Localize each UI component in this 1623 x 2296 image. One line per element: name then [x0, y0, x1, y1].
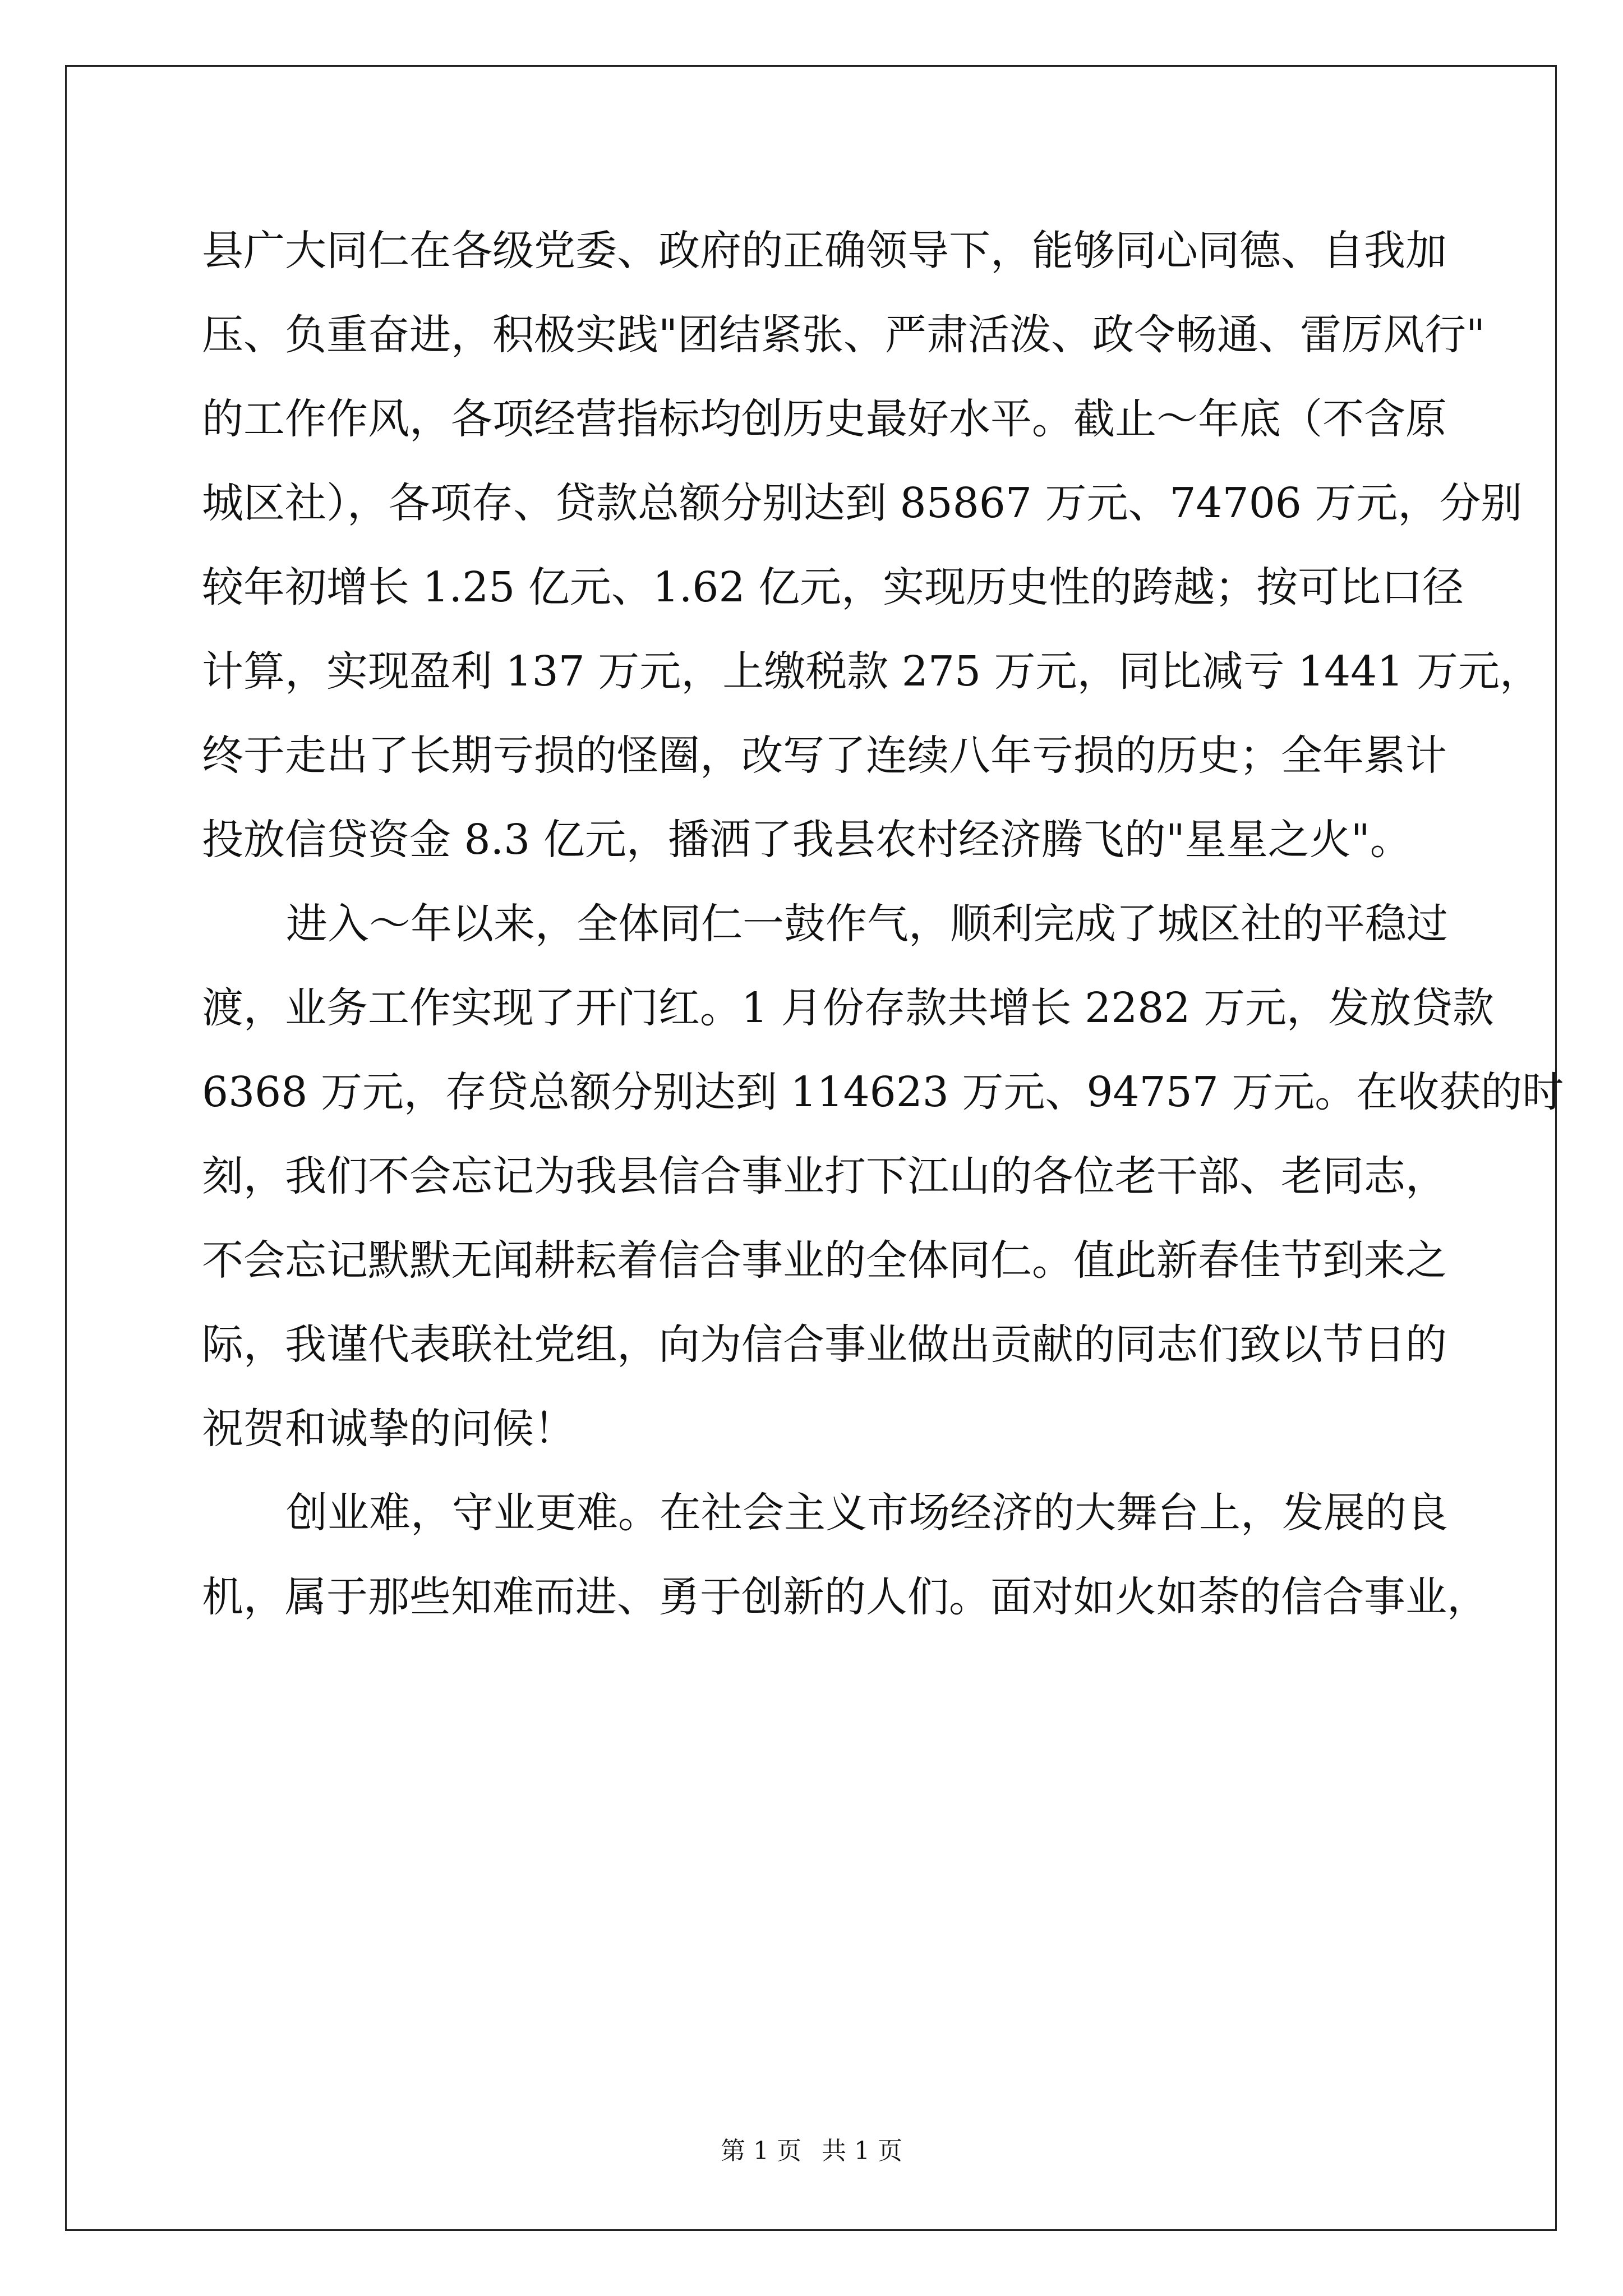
text-line: 较年初增长 1.25 亿元、1.62 亿元，实现历史性的跨越；按可比口径 — [202, 563, 1464, 611]
text-line: 县广大同仁在各级党委、政府的正确领导下，能够同心同德、自我加 — [202, 227, 1447, 275]
text-line: 终于走出了长期亏损的怪圈，改写了连续八年亏损的历史；全年累计 — [202, 731, 1447, 780]
text-line: 创业难，守业更难。在社会主义市场经济的大舞台上，发展的良 — [286, 1489, 1448, 1537]
text-line: 际，我谨代表联社党组，向为信合事业做出贡献的同志们致以节日的 — [202, 1320, 1447, 1369]
text-line: 6368 万元，存贷总额分别达到 114623 万元、94757 万元。在收获的时 — [202, 1068, 1564, 1116]
page-number: 第 1 页 — [721, 2137, 801, 2165]
text-line: 刻，我们不会忘记为我县信合事业打下江山的各位老干部、老同志， — [202, 1152, 1447, 1200]
text-line: 渡，业务工作实现了开门红。1 月份存款共增长 2282 万元，发放贷款 — [202, 984, 1494, 1032]
text-line: 机，属于那些知难而进、勇于创新的人们。面对如火如荼的信合事业， — [202, 1573, 1488, 1621]
text-line: 不会忘记默默无闻耕耘着信合事业的全体同仁。值此新春佳节到来之 — [202, 1236, 1447, 1285]
text-line: 祝贺和诚挚的问候！ — [202, 1405, 575, 1453]
text-line: 压、负重奋进，积极实践"团结紧张、严肃活泼、政令畅通、雷厉风行" — [202, 311, 1486, 359]
text-line: 计算，实现盈利 137 万元，上缴税款 275 万元，同比减亏 1441 万元， — [202, 647, 1541, 696]
document-body — [202, 209, 1564, 1639]
text-line: 投放信贷资金 8.3 亿元，播洒了我县农村经济腾飞的"星星之火"。 — [202, 816, 1412, 864]
page-total: 共 1 页 — [822, 2137, 902, 2165]
text-line: 城区社），各项存、贷款总额分别达到 85867 万元、74706 万元，分别 — [202, 479, 1523, 527]
text-line: 的工作作风，各项经营指标均创历史最好水平。截止～年底（不含原 — [202, 395, 1447, 443]
page-footer — [0, 2134, 1623, 2168]
text-line: 进入～年以来，全体同仁一鼓作气，顺利完成了城区社的平稳过 — [286, 900, 1448, 948]
